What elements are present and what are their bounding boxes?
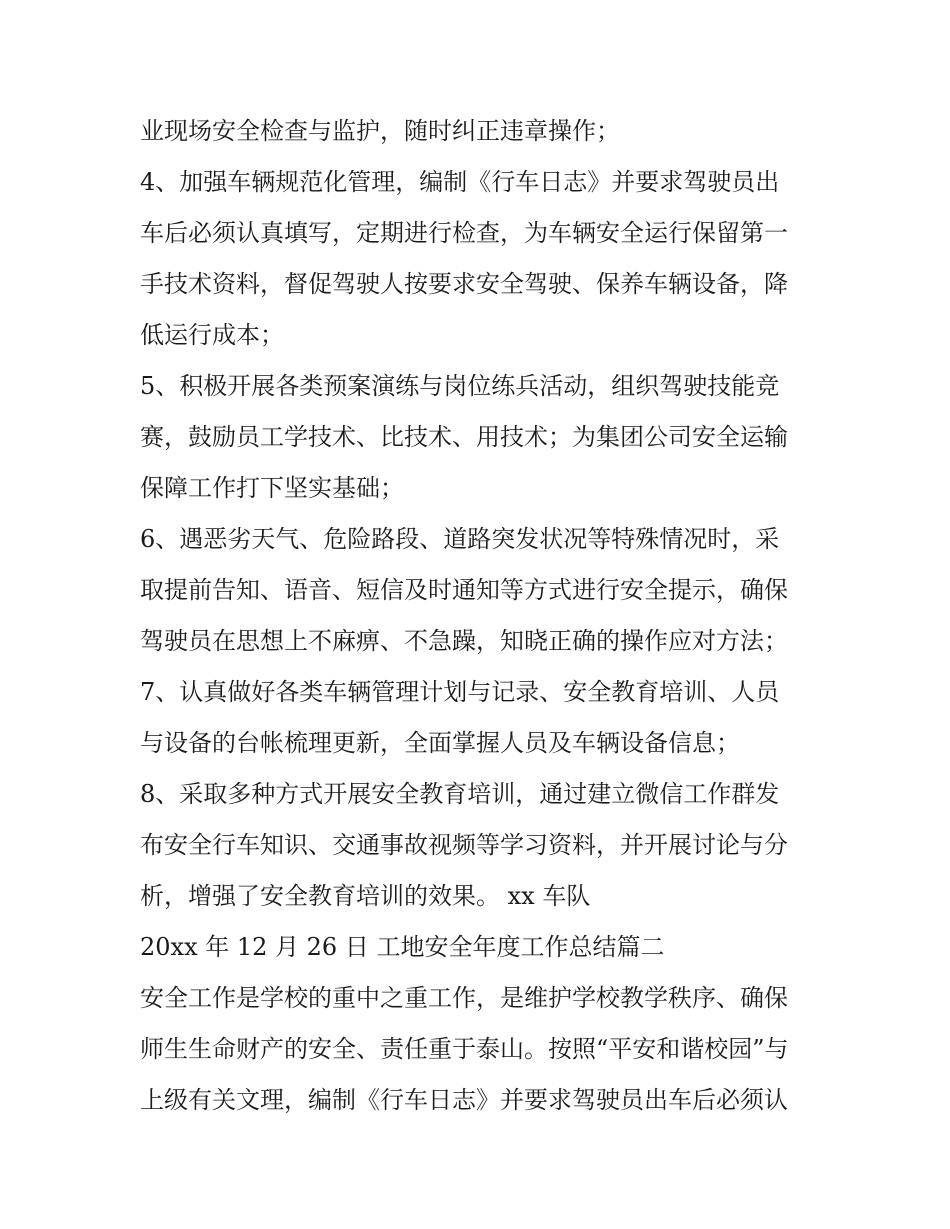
text-line: 4、加强车辆规范化管理，编制《行车日志》并要求驾驶员出 [140,168,780,196]
text-line: 析，增强了安全教育培训的效果。 xx 车队 [140,882,591,910]
section-heading: 20xx 年 12 月 26 日 工地安全年度工作总结篇二 [140,933,665,961]
text-line: 安全工作是学校的重中之重工作，是维护学校教学秩序、确保 [140,984,788,1012]
text-line: 5、积极开展各类预案演练与岗位练兵活动，组织驾驶技能竞 [140,372,780,400]
text-line: 师生生命财产的安全、责任重于泰山。按照“平安和谐校园”与 [140,1035,789,1063]
text-line: 车后必须认真填写，定期进行检查，为车辆安全运行保留第一 [140,219,788,247]
text-line: 7、认真做好各类车辆管理计划与记录、安全教育培训、人员 [140,678,780,706]
text-line: 6、遇恶劣天气、危险路段、道路突发状况等特殊情况时，采 [140,525,780,553]
text-line: 8、采取多种方式开展安全教育培训，通过建立微信工作群发 [140,780,780,808]
text-line: 取提前告知、语音、短信及时通知等方式进行安全提示，确保 [140,576,788,604]
text-line: 业现场安全检查与监护，随时纠正违章操作； [140,117,620,145]
text-line: 驾驶员在思想上不麻痹、不急躁，知晓正确的操作应对方法； [140,627,788,655]
text-line: 赛，鼓励员工学技术、比技术、用技术；为集团公司安全运输 [140,423,788,451]
text-line: 手技术资料，督促驾驶人按要求安全驾驶、保养车辆设备，降 [140,270,788,298]
text-line: 布安全行车知识、交通事故视频等学习资料，并开展讨论与分 [140,831,788,859]
text-line: 低运行成本； [140,321,284,349]
text-line: 上级有关文理，编制《行车日志》并要求驾驶员出车后必须认 [140,1086,788,1114]
text-line: 保障工作打下坚实基础； [140,474,404,502]
document-body [140,106,820,1126]
text-line: 与设备的台帐梳理更新，全面掌握人员及车辆设备信息； [140,729,740,757]
